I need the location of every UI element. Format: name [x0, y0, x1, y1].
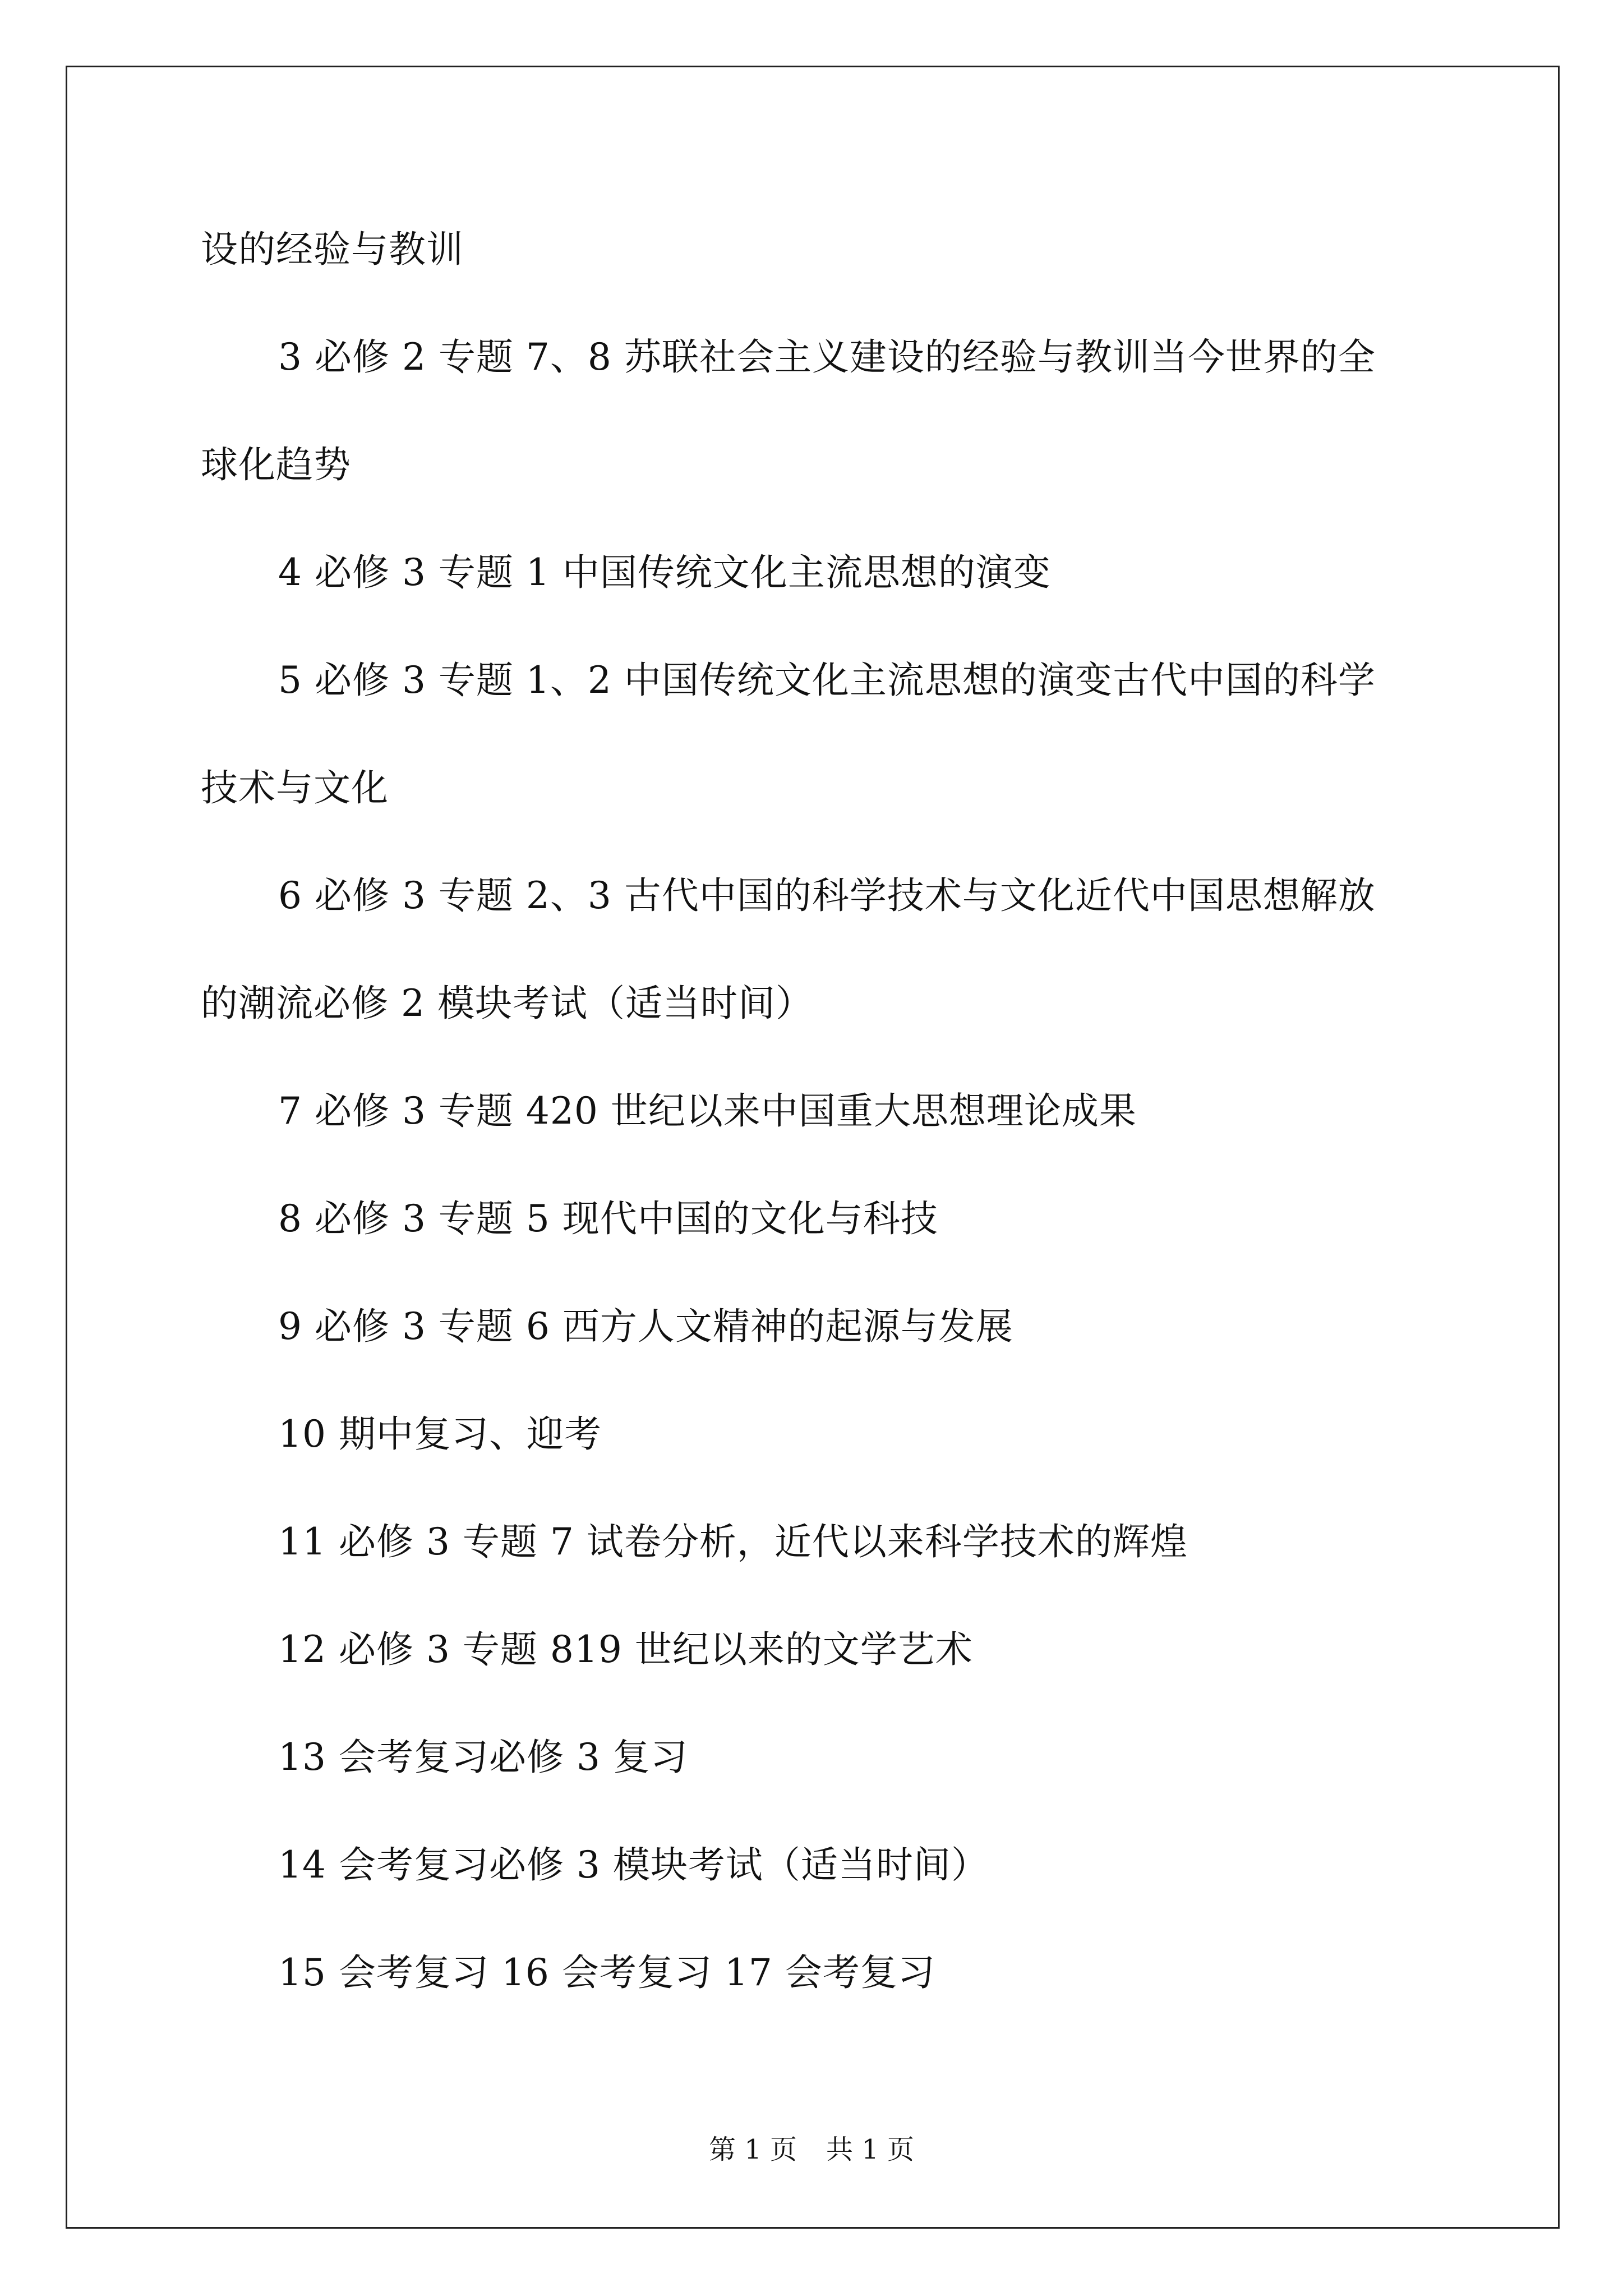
text-line-14: 12 必修 3 专题 819 世纪以来的文学艺术: [278, 1628, 973, 1671]
page-footer: [0, 2133, 1623, 2166]
page-number-total: 共 1 页: [826, 2134, 915, 2165]
page-number-current: 第 1 页: [708, 2134, 797, 2165]
text-line-9: 7 必修 3 专题 420 世纪以来中国重大思想理论成果: [278, 1089, 1137, 1133]
text-line-8: 的潮流必修 2 模块考试（适当时间）: [201, 982, 813, 1025]
text-line-3: 球化趋势: [201, 443, 351, 486]
text-line-1: 设的经验与教训: [201, 228, 464, 271]
text-line-2: 3 必修 2 专题 7、8 苏联社会主义建设的经验与教训当今世界的全: [278, 335, 1376, 379]
text-line-4: 4 必修 3 专题 1 中国传统文化主流思想的演变: [278, 551, 1051, 594]
text-line-7: 6 必修 3 专题 2、3 古代中国的科学技术与文化近代中国思想解放: [278, 874, 1376, 917]
text-line-11: 9 必修 3 专题 6 西方人文精神的起源与发展: [278, 1305, 1013, 1348]
page-border: [66, 66, 1560, 2229]
text-line-10: 8 必修 3 专题 5 现代中国的文化与科技: [278, 1197, 938, 1240]
text-line-6: 技术与文化: [201, 766, 389, 809]
text-line-17: 15 会考复习 16 会考复习 17 会考复习: [278, 1951, 935, 1994]
text-line-16: 14 会考复习必修 3 模块考试（适当时间）: [278, 1843, 989, 1887]
text-line-15: 13 会考复习必修 3 复习: [278, 1736, 688, 1779]
text-line-13: 11 必修 3 专题 7 试卷分析，近代以来科学技术的辉煌: [278, 1520, 1188, 1563]
text-line-5: 5 必修 3 专题 1、2 中国传统文化主流思想的演变古代中国的科学: [278, 659, 1376, 702]
text-line-12: 10 期中复习、迎考: [278, 1412, 602, 1456]
